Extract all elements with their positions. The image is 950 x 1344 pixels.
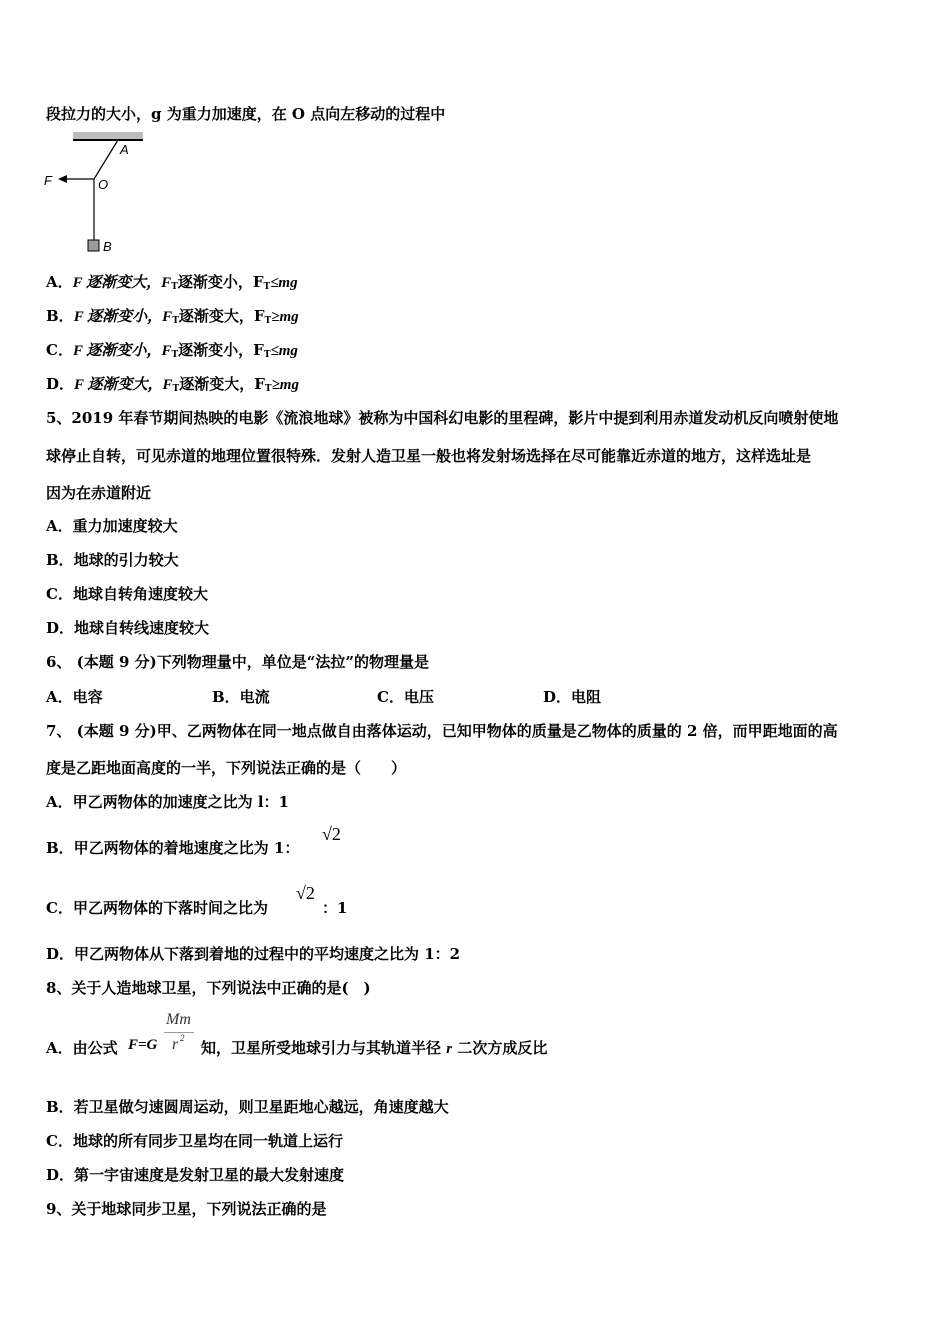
q6-option-c: C．电压 <box>377 688 434 706</box>
q5-stem-line3: 因为在赤道附近 <box>46 484 152 502</box>
label-B: B <box>103 239 112 254</box>
q4-option-c: C．F 逐渐变小，$F_T$逐渐变小，$F_T\le mg$ <box>46 341 298 360</box>
q7-option-c-tail: ：1 <box>322 899 348 917</box>
label-F: F <box>44 173 52 188</box>
q6-option-d: D．电阻 <box>543 688 602 706</box>
q5-stem-line1: 5、2019 年春节期间热映的电影《流浪地球》被称为中国科幻电影的里程碑，影片中提到利用赤道发动机反向喷射使地 <box>46 409 839 427</box>
rope-OA <box>94 140 118 179</box>
q9-stem: 9、关于地球同步卫星，下列说法正确的是 <box>46 1200 327 1218</box>
q5-option-a: A．重力加速度较大 <box>46 517 178 535</box>
force-diagram <box>40 128 150 256</box>
label-O: O <box>98 177 109 192</box>
q4-stem: 段拉力的大小，g 为重力加速度，在 O 点向左移动的过程中 <box>46 105 446 123</box>
q4-option-d: D．F 逐渐变大，$F_T$逐渐变大，$F_T\ge mg$ <box>46 375 299 394</box>
block-B <box>88 240 99 251</box>
q8-option-b: B．若卫星做匀速圆周运动，则卫星距地心越远，角速度越大 <box>46 1098 449 1116</box>
fraction-exponent: 2 <box>180 1033 185 1043</box>
q7-option-a: A．甲乙两物体的加速度之比为 l：1 <box>46 793 289 811</box>
q7-option-c: C．甲乙两物体的下落时间之比为 <box>46 899 268 917</box>
q8-option-c: C．地球的所有同步卫星均在同一轨道上运行 <box>46 1132 343 1150</box>
q7-stem-line2: 度是乙距地面高度的一半，下列说法正确的是（ ） <box>46 759 407 777</box>
force-arrow-icon <box>58 175 67 183</box>
q5-option-d: D．地球自转线速度较大 <box>46 619 210 637</box>
fraction-denominator: r <box>172 1036 179 1053</box>
label-A: A <box>120 142 129 157</box>
q7-option-b: B．甲乙两物体的着地速度之比为 1： <box>46 839 300 857</box>
sqrt-two-b: √2 <box>322 824 341 844</box>
q8-option-a-pre: A．由公式 <box>46 1039 118 1057</box>
q4-option-b: B．F 逐渐变小，$F_T$逐渐变大，$F_T\ge mg$ <box>46 307 299 326</box>
q4-option-a: A．F 逐渐变大，$F_T$逐渐变小，$F_T\le mg$ <box>46 273 298 292</box>
fraction-numerator: Mm <box>166 1011 191 1028</box>
q6-option-b: B．电流 <box>212 688 270 706</box>
q7-stem-line1: 7、 (本题 9 分)甲、乙两物体在同一地点做自由落体运动，已知甲物体的质量是乙物体的质量的 2 倍，而甲距地面的高 <box>46 722 838 740</box>
q8-formula: F=G <box>128 1037 158 1053</box>
ceiling <box>73 132 143 140</box>
q6-option-a: A．电容 <box>46 688 103 706</box>
q5-option-c: C．地球自转角速度较大 <box>46 585 208 603</box>
q7-option-d: D．甲乙两物体从下落到着地的过程中的平均速度之比为 1：2 <box>46 945 461 963</box>
q8-option-d: D．第一宇宙速度是发射卫星的最大发射速度 <box>46 1166 345 1184</box>
q8-option-a-text: 知，卫星所受地球引力与其轨道半径 r 二次方成反比 <box>201 1039 548 1057</box>
sqrt-two-c: √2 <box>296 883 315 903</box>
q5-stem-line2: 球停止自转，可见赤道的地理位置很特殊．发射人造卫星一般也将发射场选择在尽可能靠近赤道的地方，这样选址是 <box>46 447 812 465</box>
q5-option-b: B．地球的引力较大 <box>46 551 179 569</box>
q8-stem: 8、关于人造地球卫星，下列说法中正确的是( ) <box>46 979 371 997</box>
fraction-bar <box>164 1032 194 1033</box>
q6-stem: 6、 (本题 9 分)下列物理量中，单位是“法拉”的物理量是 <box>46 653 429 671</box>
